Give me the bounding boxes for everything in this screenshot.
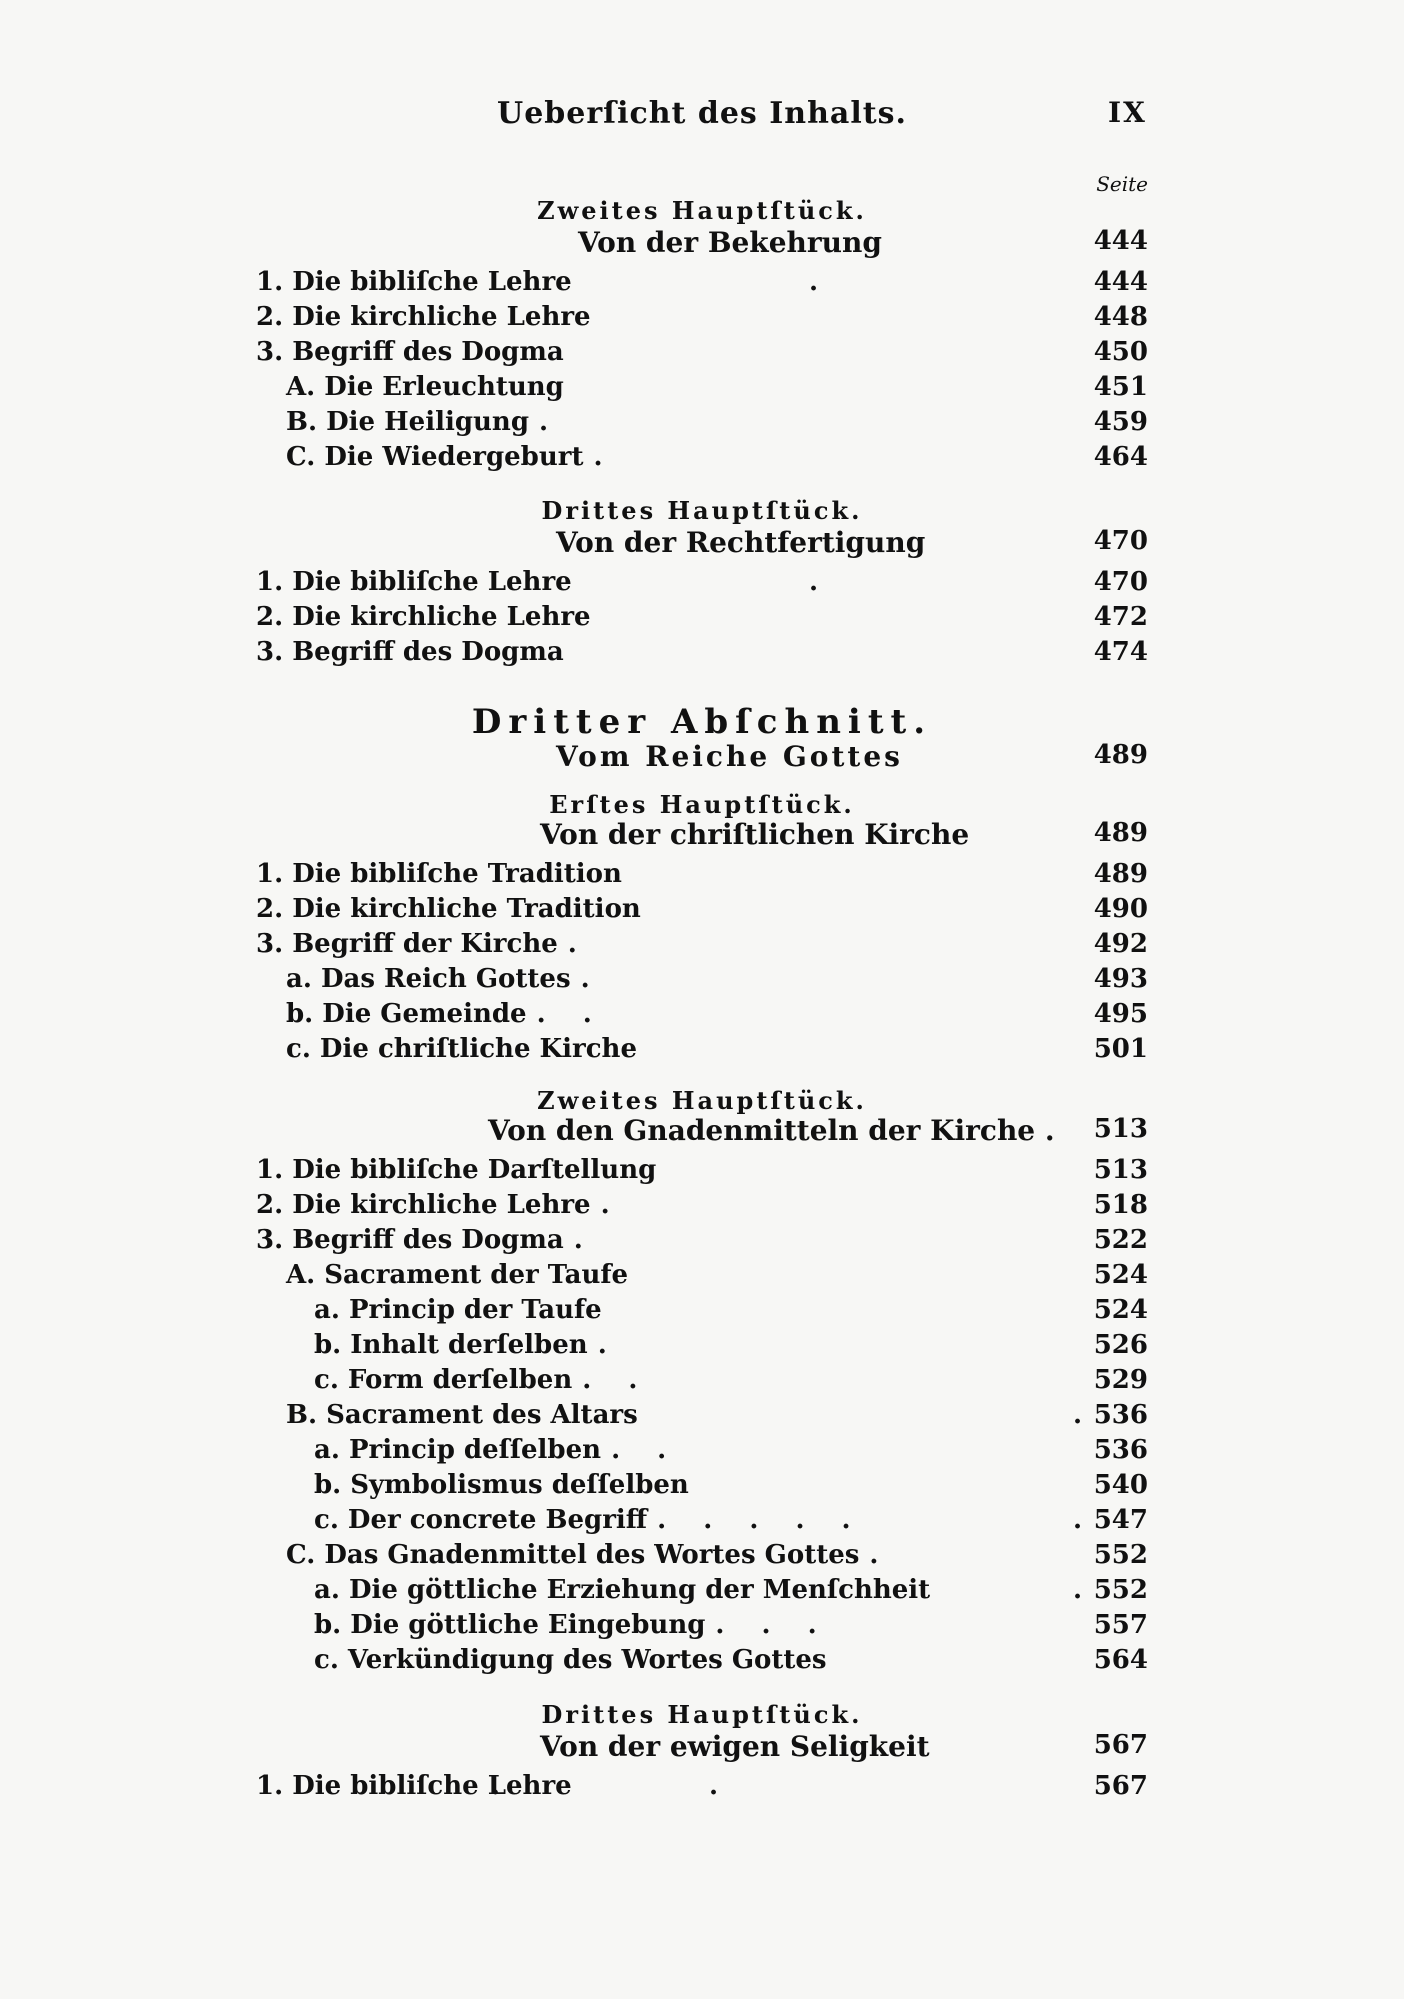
page-ref: 470 [1093, 526, 1148, 556]
toc-entry [256, 1768, 1148, 1804]
toc-entry [256, 634, 1148, 670]
part-title: Vom Reiche Gottes [556, 740, 903, 773]
toc-entry-label: B. Sacrament des Altars [286, 1400, 638, 1430]
page-ref: 522 [1093, 1225, 1148, 1255]
toc-entry-label: 3. Begriff der Kirche [256, 929, 558, 959]
toc-entry-label: b. Inhalt derſelben [314, 1330, 588, 1360]
leader-dots: . [808, 567, 818, 597]
chapter-heading: Zweites Hauptſtück. [537, 196, 867, 225]
toc-entry [256, 564, 1148, 600]
page-ref: 540 [1093, 1470, 1148, 1500]
toc-entry [256, 1397, 1148, 1433]
toc-entry [256, 334, 1148, 370]
page-ref: 489 [1093, 818, 1148, 848]
page-ref: 564 [1093, 1645, 1148, 1675]
page-ref: 536 [1093, 1435, 1148, 1465]
page-ref: 495 [1093, 999, 1148, 1029]
toc-entry-label: 1. Die bibliſche Lehre [256, 267, 572, 297]
page-ref: 529 [1093, 1365, 1148, 1395]
toc-entry-label: b. Symbolismus deſſelben [314, 1470, 689, 1500]
toc-entry-label: 2. Die kirchliche Lehre [256, 1190, 591, 1220]
toc-entry-label: A. Die Erleuchtung [286, 372, 564, 402]
page-ref: 448 [1093, 302, 1148, 332]
page-ref: 444 [1093, 226, 1148, 256]
toc-entry-label: a. Die göttliche Erziehung der Menſchheit [314, 1575, 931, 1605]
toc-entry [256, 1607, 1148, 1643]
page-ref: 547 [1093, 1505, 1148, 1535]
toc-entry-label: B. Die Heiligung [286, 407, 530, 437]
toc-entry-label: 3. Begriff des Dogma [256, 337, 564, 367]
toc-entry [256, 1327, 1148, 1363]
page-ref: 492 [1093, 929, 1148, 959]
page-number: IX [1108, 96, 1147, 129]
toc-entry-label: a. Das Reich Gottes [286, 964, 571, 994]
page-ref: 459 [1093, 407, 1148, 437]
page-ref: 552 [1093, 1575, 1148, 1605]
toc-entry-label: 1. Die bibliſche Lehre [256, 567, 572, 597]
toc-entry-label: c. Die chriſtliche Kirche [286, 1034, 637, 1064]
chapter-heading: Drittes Hauptſtück. [541, 1700, 863, 1729]
leader-dots: . [573, 1225, 597, 1255]
leader-dots: . [593, 442, 617, 472]
page-ref: 444 [1093, 267, 1148, 297]
toc-entry-label: A. Sacrament der Taufe [286, 1260, 629, 1290]
toc-entry [256, 1187, 1148, 1223]
leader-dots: . [869, 1540, 893, 1570]
leader-dots: . [580, 964, 604, 994]
leader-dots: . . [582, 1365, 652, 1395]
toc-entry [256, 891, 1148, 927]
toc-entry-label: c. Verkündigung des Wortes Gottes [314, 1645, 827, 1675]
page-ref: 474 [1093, 637, 1148, 667]
part-heading: Dritter Abſchnitt. [471, 702, 933, 742]
toc-entry [256, 1152, 1148, 1188]
chapter-title: Von der ewigen Seligkeit [540, 1730, 930, 1763]
leader-dots: . [1072, 1505, 1082, 1535]
page-ref: 567 [1093, 1730, 1148, 1760]
page-column-label: Seite [1096, 172, 1148, 196]
chapter-heading: Zweites Hauptſtück. [537, 1086, 867, 1115]
page-ref: 451 [1093, 372, 1148, 402]
leader-dots: . [567, 929, 591, 959]
toc-entry-label: 2. Die kirchliche Lehre [256, 602, 591, 632]
toc-entry-label: c. Form derſelben [314, 1365, 573, 1395]
page-ref: 518 [1093, 1190, 1148, 1220]
page-ref: 470 [1093, 567, 1148, 597]
page-ref: 489 [1093, 740, 1148, 770]
toc-entry [256, 1292, 1148, 1328]
toc-entry [256, 1572, 1148, 1608]
toc-entry [256, 856, 1148, 892]
page-ref: 490 [1093, 894, 1148, 924]
toc-entry [256, 264, 1148, 300]
leader-dots: . [539, 407, 563, 437]
toc-entry-label: 3. Begriff des Dogma [256, 637, 564, 667]
toc-entry [256, 1031, 1148, 1067]
page-ref: 567 [1093, 1771, 1148, 1801]
page-ref: 472 [1093, 602, 1148, 632]
running-title: Ueberſicht des Inhalts. [497, 96, 907, 131]
chapter-title: Von der Rechtfertigung [556, 526, 926, 559]
page-ref: 493 [1093, 964, 1148, 994]
chapter-heading: Erſtes Hauptſtück. [549, 790, 855, 819]
leader-dots: . [597, 1330, 621, 1360]
toc-entry [256, 369, 1148, 405]
toc-entry-label: a. Princip deſſelben [314, 1435, 602, 1465]
toc-entry [256, 1642, 1148, 1678]
leader-dots: . . [490, 1771, 818, 1801]
toc-entry [256, 961, 1148, 997]
page-ref: 524 [1093, 1295, 1148, 1325]
page-ref: 489 [1093, 859, 1148, 889]
chapter-title: Von der Bekehrung [578, 226, 882, 259]
toc-entry [256, 599, 1148, 635]
chapter-heading: Drittes Hauptſtück. [541, 496, 863, 525]
toc-entry-label: C. Das Gnadenmittel des Wortes Gottes [286, 1540, 860, 1570]
leader-dots: . [808, 267, 818, 297]
toc-entry [256, 439, 1148, 475]
leader-dots: . [600, 1190, 624, 1220]
toc-entry [256, 1502, 1148, 1538]
page-ref: 501 [1093, 1034, 1148, 1064]
leader-dots: . . [611, 1435, 681, 1465]
page-ref: 450 [1093, 337, 1148, 367]
toc-entry-label: 1. Die bibliſche Lehre [256, 1771, 572, 1801]
chapter-title: Von den Gnadenmitteln der Kirche . [488, 1114, 1055, 1147]
toc-entry [256, 404, 1148, 440]
page-ref: 524 [1093, 1260, 1148, 1290]
page-ref: 513 [1093, 1114, 1148, 1144]
toc-entry-label: 1. Die bibliſche Darſtellung [256, 1155, 657, 1185]
toc-entry [256, 1467, 1148, 1503]
leader-dots: . [1072, 1575, 1082, 1605]
leader-dots: . [1072, 1400, 1082, 1430]
page-ref: 526 [1093, 1330, 1148, 1360]
toc-entry-label: 3. Begriff des Dogma [256, 1225, 564, 1255]
toc-entry-label: a. Princip der Taufe [314, 1295, 602, 1325]
toc-entry-label: c. Der concrete Begriff [314, 1505, 648, 1535]
leader-dots: . . . . . [657, 1505, 865, 1535]
toc-entry-label: 1. Die bibliſche Tradition [256, 859, 622, 889]
toc-entry [256, 996, 1148, 1032]
page-ref: 536 [1093, 1400, 1148, 1430]
toc-entry-label: b. Die Gemeinde [286, 999, 527, 1029]
leader-dots: . . [536, 999, 606, 1029]
page-ref: 557 [1093, 1610, 1148, 1640]
toc-entry-label: C. Die Wiedergeburt [286, 442, 584, 472]
page-ref: 552 [1093, 1540, 1148, 1570]
toc-entry [256, 926, 1148, 962]
toc-entry [256, 1537, 1148, 1573]
page-ref: 464 [1093, 442, 1148, 472]
toc-entry-label: 2. Die kirchliche Lehre [256, 302, 591, 332]
toc-entry [256, 1222, 1148, 1258]
toc-entry [256, 299, 1148, 335]
page-ref: 513 [1093, 1155, 1148, 1185]
chapter-title: Von der chriſtlichen Kirche [540, 818, 970, 851]
toc-entry [256, 1257, 1148, 1293]
toc-entry-label: b. Die göttliche Eingebung [314, 1610, 706, 1640]
toc-entry-label: 2. Die kirchliche Tradition [256, 894, 641, 924]
toc-entry [256, 1362, 1148, 1398]
leader-dots: . . . [715, 1610, 831, 1640]
toc-entry [256, 1432, 1148, 1468]
